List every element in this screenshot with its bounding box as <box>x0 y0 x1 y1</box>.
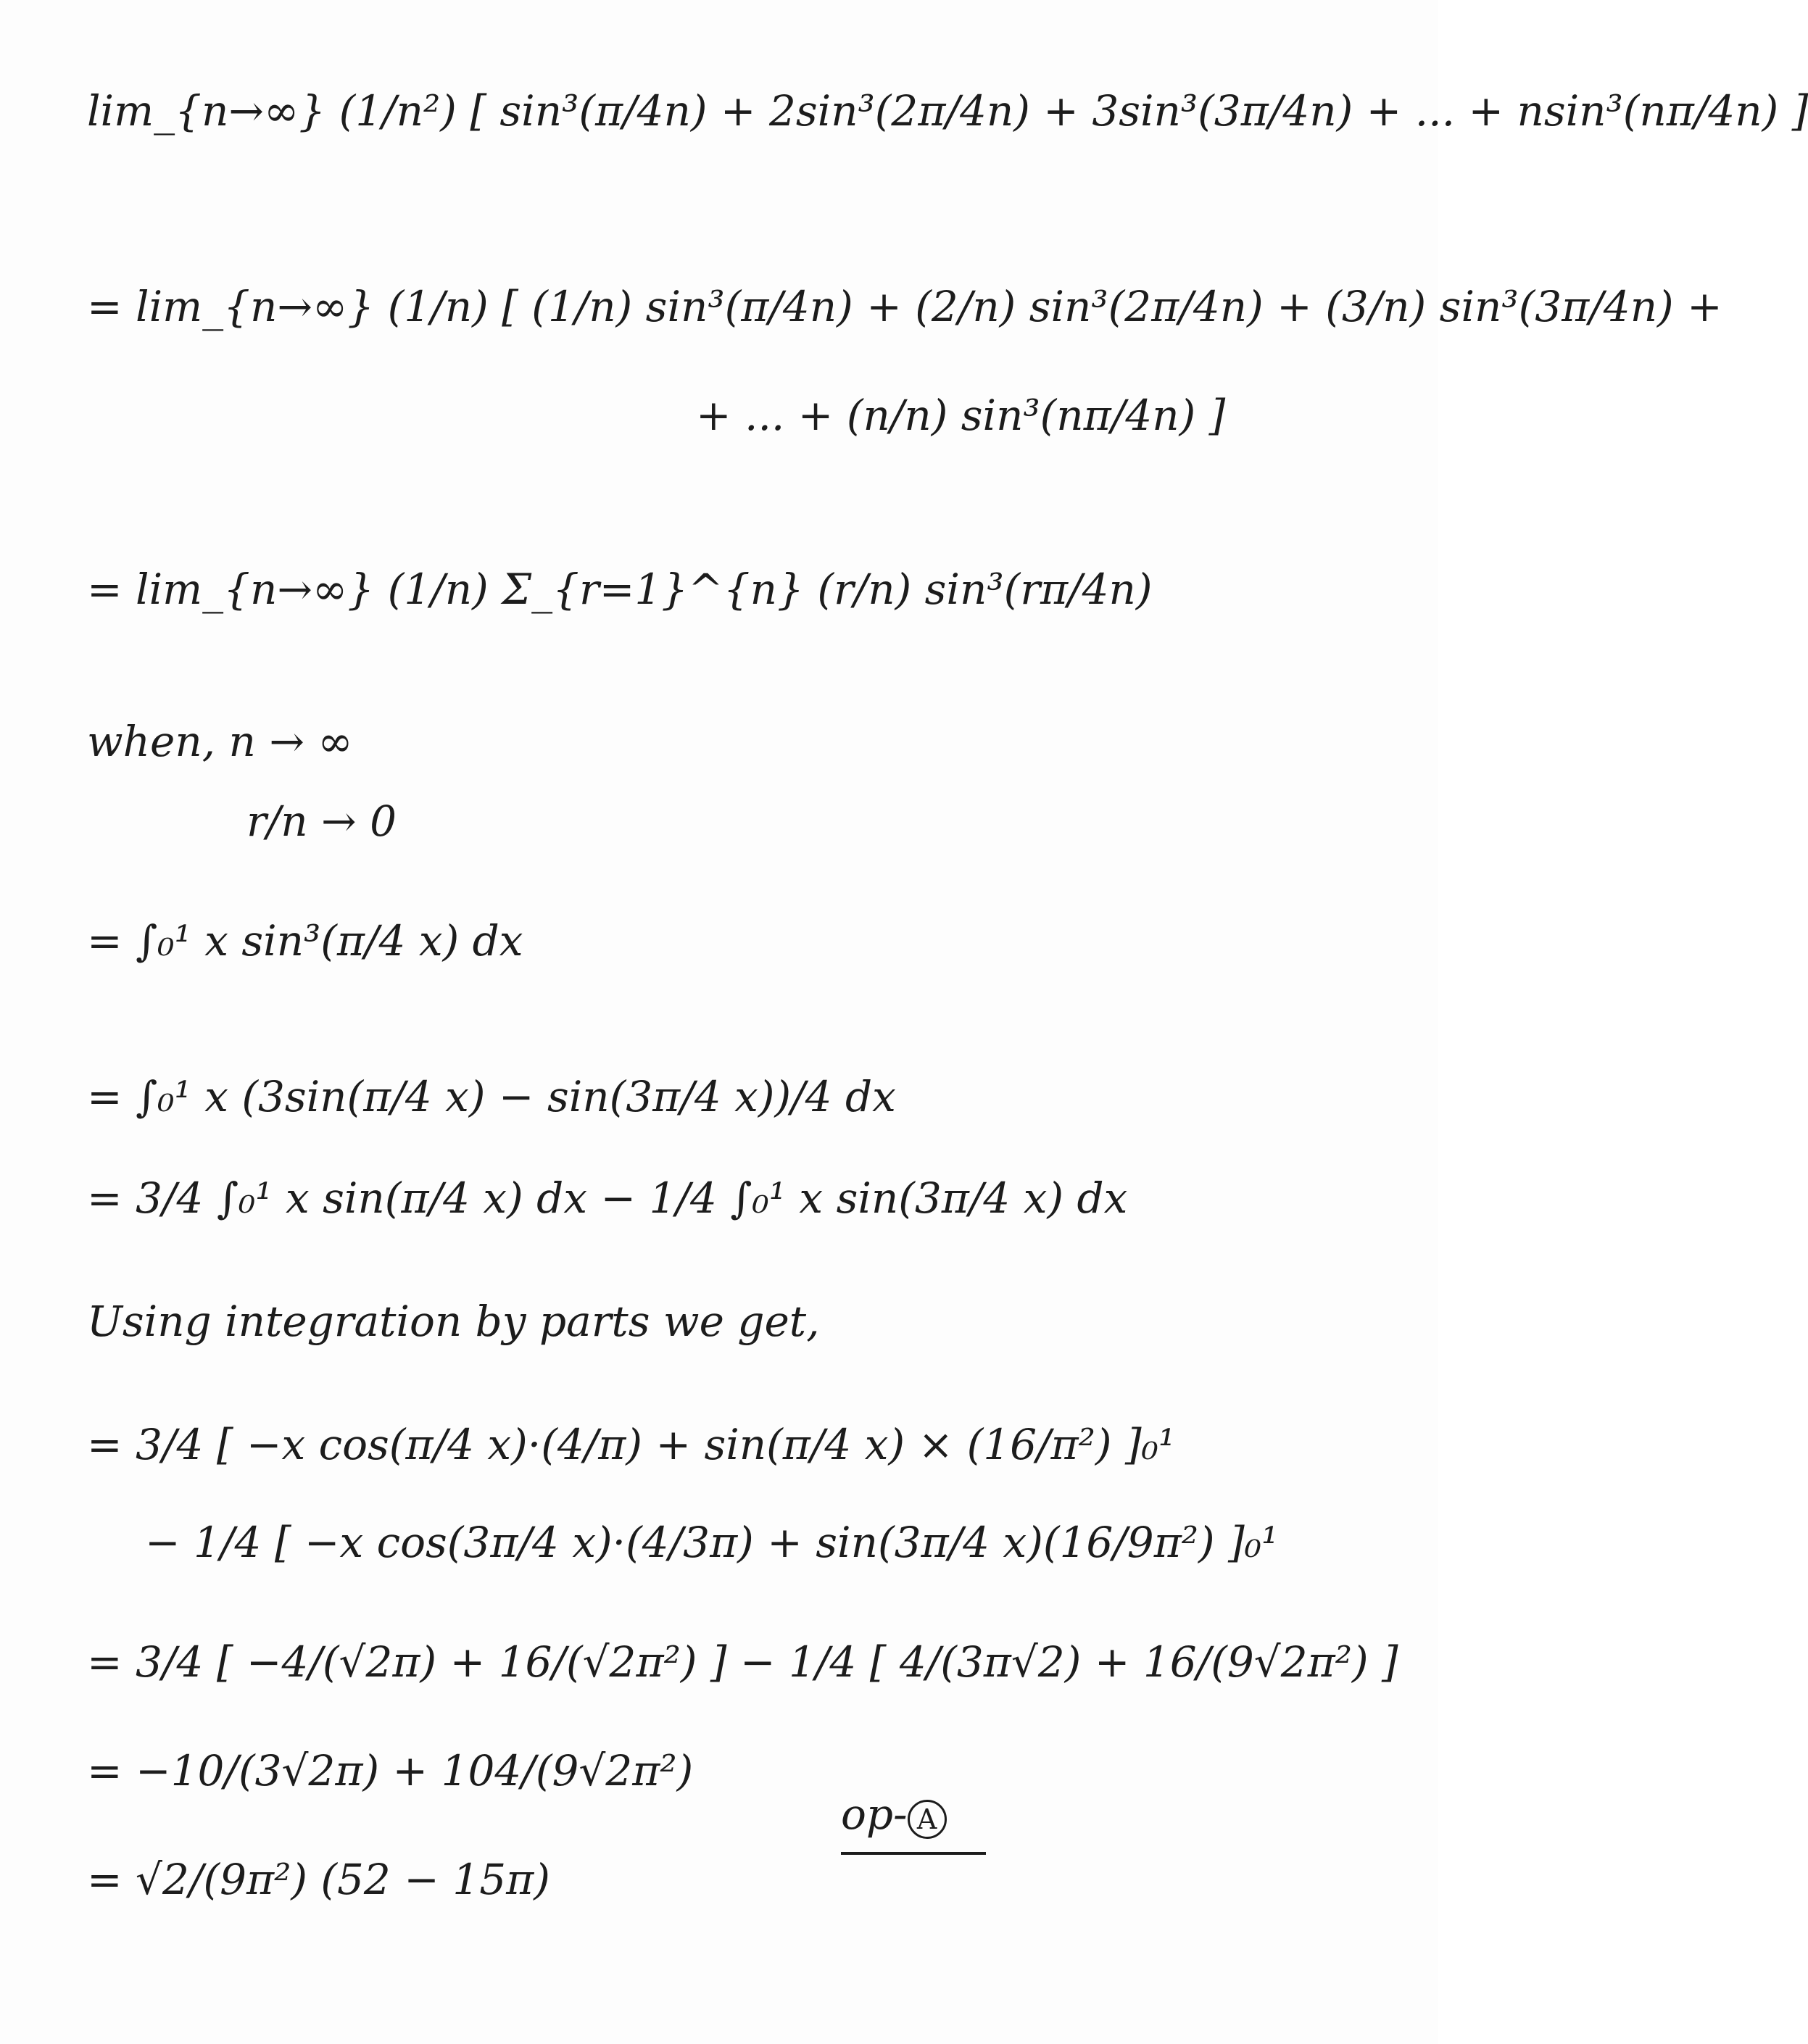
parts-line-2 <box>145 1519 1278 1567</box>
math-line-1: lim_{n→∞} (1/n²) [ sin³(π/4n) + 2sin³(2π/4n) + 3sin³(3π/4n) + ... + nsin³(nπ/4n) ] <box>87 86 1808 136</box>
r-over-n-line <box>246 797 397 846</box>
math-line-15: = √2/(9π²) (52 − 15π) <box>87 1855 550 1904</box>
math-line-5: when, n → ∞ <box>87 717 353 766</box>
integral-line-2 <box>87 1073 896 1121</box>
summation-line <box>87 565 1152 614</box>
answer-label <box>841 1790 947 1839</box>
limit-expression-line-1 <box>87 87 1808 136</box>
math-line-4: = lim_{n→∞} (1/n) Σ_{r=1}^{n} (r/n) sin³(rπ/4n) <box>87 565 1153 614</box>
math-line-12: − 1/4 [ −x cos(3π/4 x)·(4/3π) + sin(3π/4 x)(16/9π²) ]₀¹ <box>145 1518 1279 1567</box>
simplified-line <box>87 1747 693 1795</box>
parts-line-1 <box>87 1421 1175 1469</box>
parts-note <box>87 1297 820 1346</box>
limit-expression-line-3 <box>696 391 1225 440</box>
math-line-9: = 3/4 ∫₀¹ x sin(π/4 x) dx − 1/4 ∫₀¹ x sin(3π/4 x) dx <box>87 1173 1128 1223</box>
math-line-2: = lim_{n→∞} (1/n) [ (1/n) sin³(π/4n) + (2/n) sin³(2π/4n) + (3/n) sin³(3π/4n) + <box>87 282 1722 331</box>
math-line-7: = ∫₀¹ x sin³(π/4 x) dx <box>87 916 523 965</box>
limit-expression-line-2 <box>87 283 1722 331</box>
math-line-11: = 3/4 [ −x cos(π/4 x)·(4/π) + sin(π/4 x) × (16/π²) ]₀¹ <box>87 1420 1176 1469</box>
answer-option-circle: A <box>908 1800 947 1839</box>
math-line-3: + ... + (n/n) sin³(nπ/4n) ] <box>696 391 1226 440</box>
integral-line-3 <box>87 1174 1127 1223</box>
final-line <box>87 1856 550 1904</box>
math-line-13: = 3/4 [ −4/(√2π) + 16/(√2π²) ] − 1/4 [ 4/(3π√2) + 16/(9√2π²) ] <box>87 1637 1398 1687</box>
answer-underline <box>841 1852 986 1855</box>
math-line-6: r/n → 0 <box>246 797 397 846</box>
when-line <box>87 718 353 766</box>
math-line-14: = −10/(3√2π) + 104/(9√2π²) <box>87 1746 694 1795</box>
evaluation-line <box>87 1638 1398 1687</box>
answer-text: op- <box>841 1790 908 1839</box>
math-line-10: Using integration by parts we get, <box>87 1297 820 1346</box>
math-line-8: = ∫₀¹ x (3sin(π/4 x) − sin(3π/4 x))/4 dx <box>87 1072 896 1121</box>
integral-line-1 <box>87 917 523 965</box>
